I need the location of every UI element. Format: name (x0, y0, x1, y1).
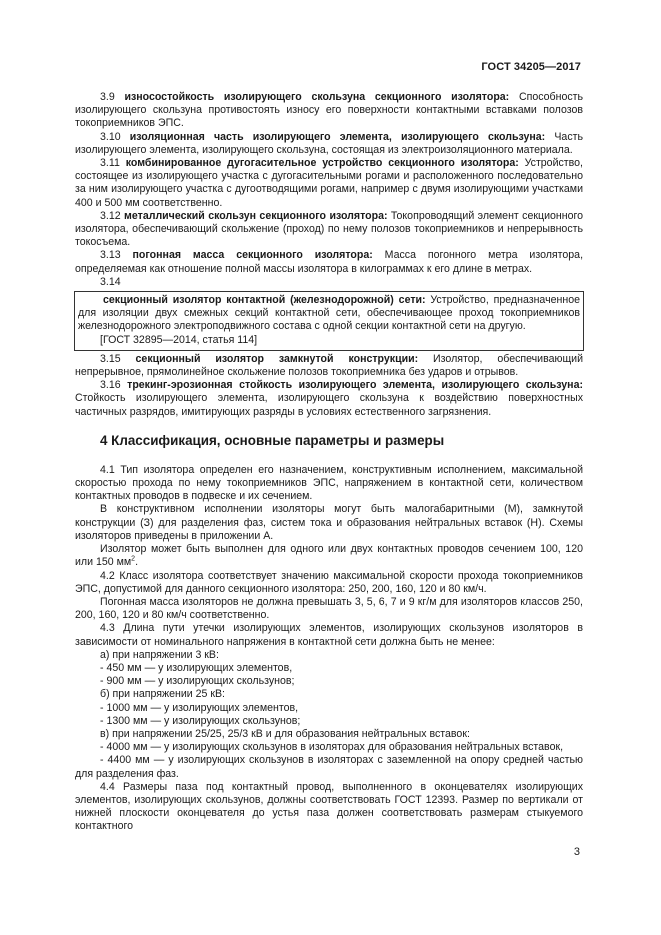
term: трекинг-эрозионная стойкость изолирующего элемента, изолирующего скользуна: (127, 379, 583, 392)
paragraph-4-1-wires (75, 543, 583, 569)
definition-3-13 (75, 249, 583, 275)
clause-number: 3.12 (100, 209, 125, 222)
source-reference: [ГОСТ 32895—2014, статья 114] (100, 333, 258, 346)
term: изоляционная часть изолирующего элемента, изолирующего скользуна: (129, 130, 546, 143)
paragraph-text: Изолятор может быть выполнен для одного или двух контактных проводов сечением 100, 120 или 150 мм (75, 543, 583, 569)
list-item: - 900 мм — у изолирующих скользунов; (100, 675, 295, 688)
definition-3-15 (75, 353, 583, 379)
list-item: - 450 мм — у изолирующих элементов, (100, 661, 293, 674)
paragraph-4-4: 4.4 Размеры паза под контактный провод, выполненного в оконцевателях изолирующих элементов, изолирующих скользунов, должны соответствовать ГОСТ 12393. Размер по вертикали от нижней плоскости оконцевателя до устья паза должен соответствовать размерам стыкуемого контактного (75, 780, 583, 833)
definition-3-14-number: 3.14 (100, 275, 121, 288)
definition-3-9 (75, 91, 583, 131)
paragraph-end: . (135, 556, 139, 569)
paragraph-4-2-mass: Погонная масса изоляторов не должна превышать 3, 5, 6, 7 и 9 кг/м для изоляторов классов 250, 200, 160, 120 и 80 км/ч соответственно. (75, 595, 583, 622)
term: металлический скользун секционного изолятора: (124, 209, 388, 222)
clause-number: 3.15 (100, 352, 136, 365)
definition-text: Устройство, предназначенное для изоляции двух смежных секций контактной сети, обеспечивающее проход токоприемников железнодорожного электроподвижного состава с одной секции контактной сети на другую. (78, 294, 580, 333)
page-number: 3 (573, 846, 580, 858)
list-item: в) при напряжении 25/25, 25/3 кВ и для образования нейтральных вставок: (100, 727, 470, 740)
clause-number: 3.10 (100, 130, 130, 143)
list-item: а) при напряжении 3 кВ: (100, 648, 219, 661)
paragraph-4-1: 4.1 Тип изолятора определен его назначением, конструктивным исполнением, максимальной скоростью прохода по нему токоприемников ЭПС, напряжением в контактной сети, количеством контактных проводов в подвеске и их сечением. (75, 463, 583, 503)
term: комбинированное дугогасительное устройство секционного изолятора: (125, 157, 519, 170)
paragraph-4-2: 4.2 Класс изолятора соответствует значению максимальной скорости прохода токоприемников ЭПС, допустимой для данного секционного изолятора: 250, 200, 160, 120 и 80 км/ч. (75, 569, 583, 595)
definition-text: Способность изолирующего скользуна противостоять износу его поверхности контактными вставками полозов токоприемников ЭПС. (75, 91, 584, 130)
definition-3-16 (75, 379, 583, 419)
list-item: - 4000 мм — у изолирующих скользунов в изоляторах для образования нейтральных вставок, (100, 741, 564, 754)
clause-number: 3.13 (100, 249, 133, 262)
quoted-definition-box (74, 291, 584, 351)
definition-3-14 (78, 294, 580, 334)
definition-3-11 (75, 157, 583, 210)
clause-number: 3.16 (100, 379, 128, 392)
list-item: - 1300 мм — у изолирующих скользунов; (100, 714, 301, 727)
definition-text: Изолятор, обеспечивающий непрерывное, прямолинейное скольжение полозов токоприемника без ударов и отрывов. (75, 352, 583, 379)
clause-number: 3.11 (100, 157, 126, 170)
definition-text: Устройство, состоящее из изолирующего участка с дугогасительными рогами и расположенного последовательно за ним изолирующего участка с дугоотводящими рогами, например с двумя изолирующими участками 400 и 500 мм соответственно. (75, 157, 583, 209)
paragraph-4-1-design: В конструктивном исполнении изоляторы могут быть малогабаритными (М), замкнутой конструкции (З) для разделения фаз, систем тока и образования нейтральных вставок (Н). Схемы изоляторов приведены в приложении А. (75, 503, 583, 542)
document-body (75, 91, 583, 834)
list-item: - 1000 мм — у изолирующих элементов, (100, 701, 299, 714)
definition-text: Масса погонного метра изолятора, определяемая как отношение полной массы изолятора в килограммах к его длине в метрах. (75, 249, 584, 275)
term: погонная масса секционного изолятора: (132, 249, 373, 262)
term: износостойкость изолирующего скользуна секционного изолятора: (124, 91, 510, 103)
definition-text: Токопроводящий элемент секционного изолятора, обеспечивающий скольжение (проход) по нему полозов токоприемников и непрерывность токосъема. (75, 209, 584, 249)
section-4-heading: 4 Классификация, основные параметры и размеры (100, 432, 445, 448)
term: секционный изолятор замкнутой конструкции: (135, 352, 419, 365)
clause-number: 3.9 (100, 91, 125, 103)
list-item: - 4400 мм — у изолирующих скользунов в изоляторах с заземленной на опору средней частью для разделения фаз. (75, 754, 583, 780)
list-item: б) при напряжении 25 кВ: (100, 688, 225, 701)
definition-3-10 (75, 131, 583, 157)
superscript: 2 (131, 555, 136, 563)
definition-text: Часть изолирующего элемента, изолирующего скользуна, состоящая из электроизоляционного материала. (75, 130, 583, 156)
definition-3-12 (75, 210, 583, 250)
paragraph-4-3: 4.3 Длина пути утечки изолирующих элементов, изолирующих скользунов изоляторов в зависимости от номинального напряжения в контактной сети должна быть не менее: (75, 622, 583, 648)
term: секционный изолятор контактной (железнодорожной) сети: (103, 294, 426, 307)
document-code-header: ГОСТ 34205—2017 (481, 61, 581, 73)
definition-text: Стойкость изолирующего элемента, изолирующего скользуна к воздействию поверхностных частичных разрядов, имитирующих разряды в условиях естественного загрязнения. (75, 392, 583, 418)
